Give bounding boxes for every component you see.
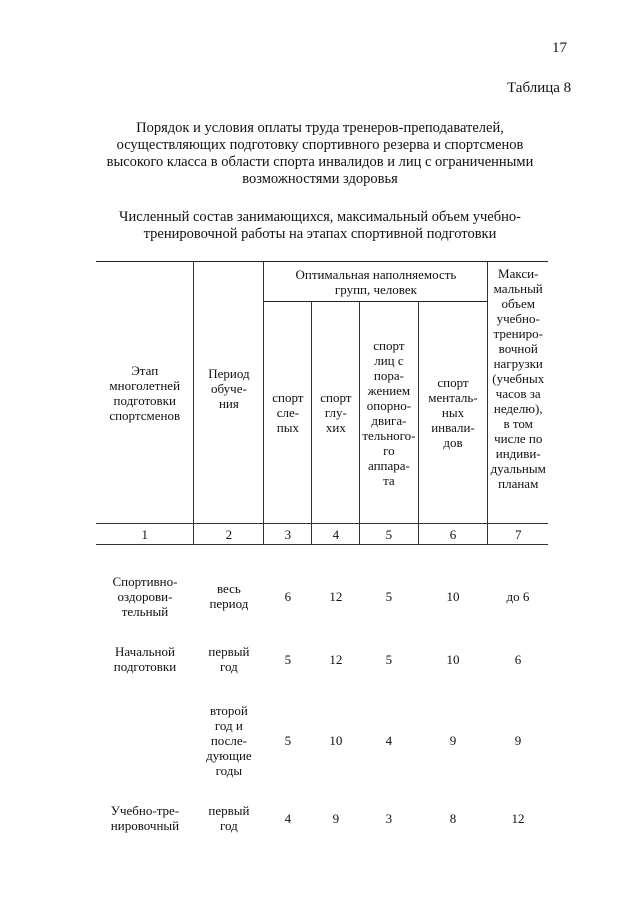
table-label: Таблица 8 [507,80,572,96]
column-number: 2 [194,524,264,545]
value-cell: 10 [446,588,460,604]
period-cell: первый год [208,803,250,833]
value-cell: 5 [284,732,292,748]
value-cell: 10 [329,732,343,748]
value-cell: 10 [446,651,460,667]
title-line: высокого класса в области спорта инвалидов и лиц с ограниченными [106,154,534,170]
header-max-load: Макси- мальный объем учебно- трениро- вочной нагрузки (учебных часов за неделю), в том числе по индиви- дуальным планам [488,262,548,524]
header-blind-sport: спорт сле- пых [264,302,312,524]
subtitle-line: Численный состав занимающихся, максимальный объем учебно- [119,209,521,225]
period-cell: второй год и после- дующие годы [206,702,252,778]
title-line: осуществляющих подготовку спортивного резерва и спортсменов [116,137,524,153]
table-row [96,685,548,795]
value-cell: 4 [385,732,393,748]
value-cell: 9 [514,732,522,748]
value-cell: 9 [449,732,457,748]
header-period: Период обуче- ния [194,262,264,524]
title-line: возможностями здоровья [242,171,398,187]
column-number: 5 [360,524,418,545]
value-cell: 12 [511,810,525,826]
document-title [100,120,540,188]
value-cell: 12 [329,588,343,604]
value-cell: 5 [385,651,393,667]
document-subtitle [100,209,540,243]
value-cell: 12 [329,651,343,667]
stage-cell: Спортивно- оздорови- тельный [112,573,178,619]
value-cell: 9 [332,810,340,826]
value-cell: 5 [284,651,292,667]
table-row [96,795,548,841]
value-cell: 5 [385,588,393,604]
training-load-table [96,261,548,841]
header-stage: Этап многолетней подготовки спортсменов [96,262,194,524]
column-number: 7 [488,524,548,545]
header-mental-sport: спорт менталь- ных инвали- дов [418,302,488,524]
column-number: 1 [96,524,194,545]
page-number: 17 [552,40,567,56]
header-deaf-sport: спорт глу- хих [312,302,360,524]
stage-cell: Начальной подготовки [113,644,177,674]
subtitle-line: тренировочной работы на этапах спортивной подготовки [143,226,497,242]
table-row [96,633,548,685]
column-number: 4 [312,524,360,545]
title-line: Порядок и условия оплаты труда тренеров-преподавателей, [136,120,504,136]
value-cell: 4 [284,810,292,826]
column-number: 3 [264,524,312,545]
period-cell: первый год [208,644,250,674]
value-cell: 6 [514,651,522,667]
period-cell: весь период [209,581,249,611]
value-cell: 6 [284,588,292,604]
header-musculoskeletal-sport: спорт лиц с пора- жением опорно- двига- тельного- го аппара- та [360,302,418,524]
header-group-fill: Оптимальная наполняемость групп, человек [264,262,488,302]
value-cell: до 6 [506,588,530,604]
column-number: 6 [418,524,488,545]
stage-cell [96,685,194,795]
value-cell: 8 [449,810,457,826]
value-cell: 3 [385,810,393,826]
table-row [96,559,548,633]
column-number-row [96,524,548,545]
stage-cell: Учебно-тре- нировочный [110,803,180,833]
